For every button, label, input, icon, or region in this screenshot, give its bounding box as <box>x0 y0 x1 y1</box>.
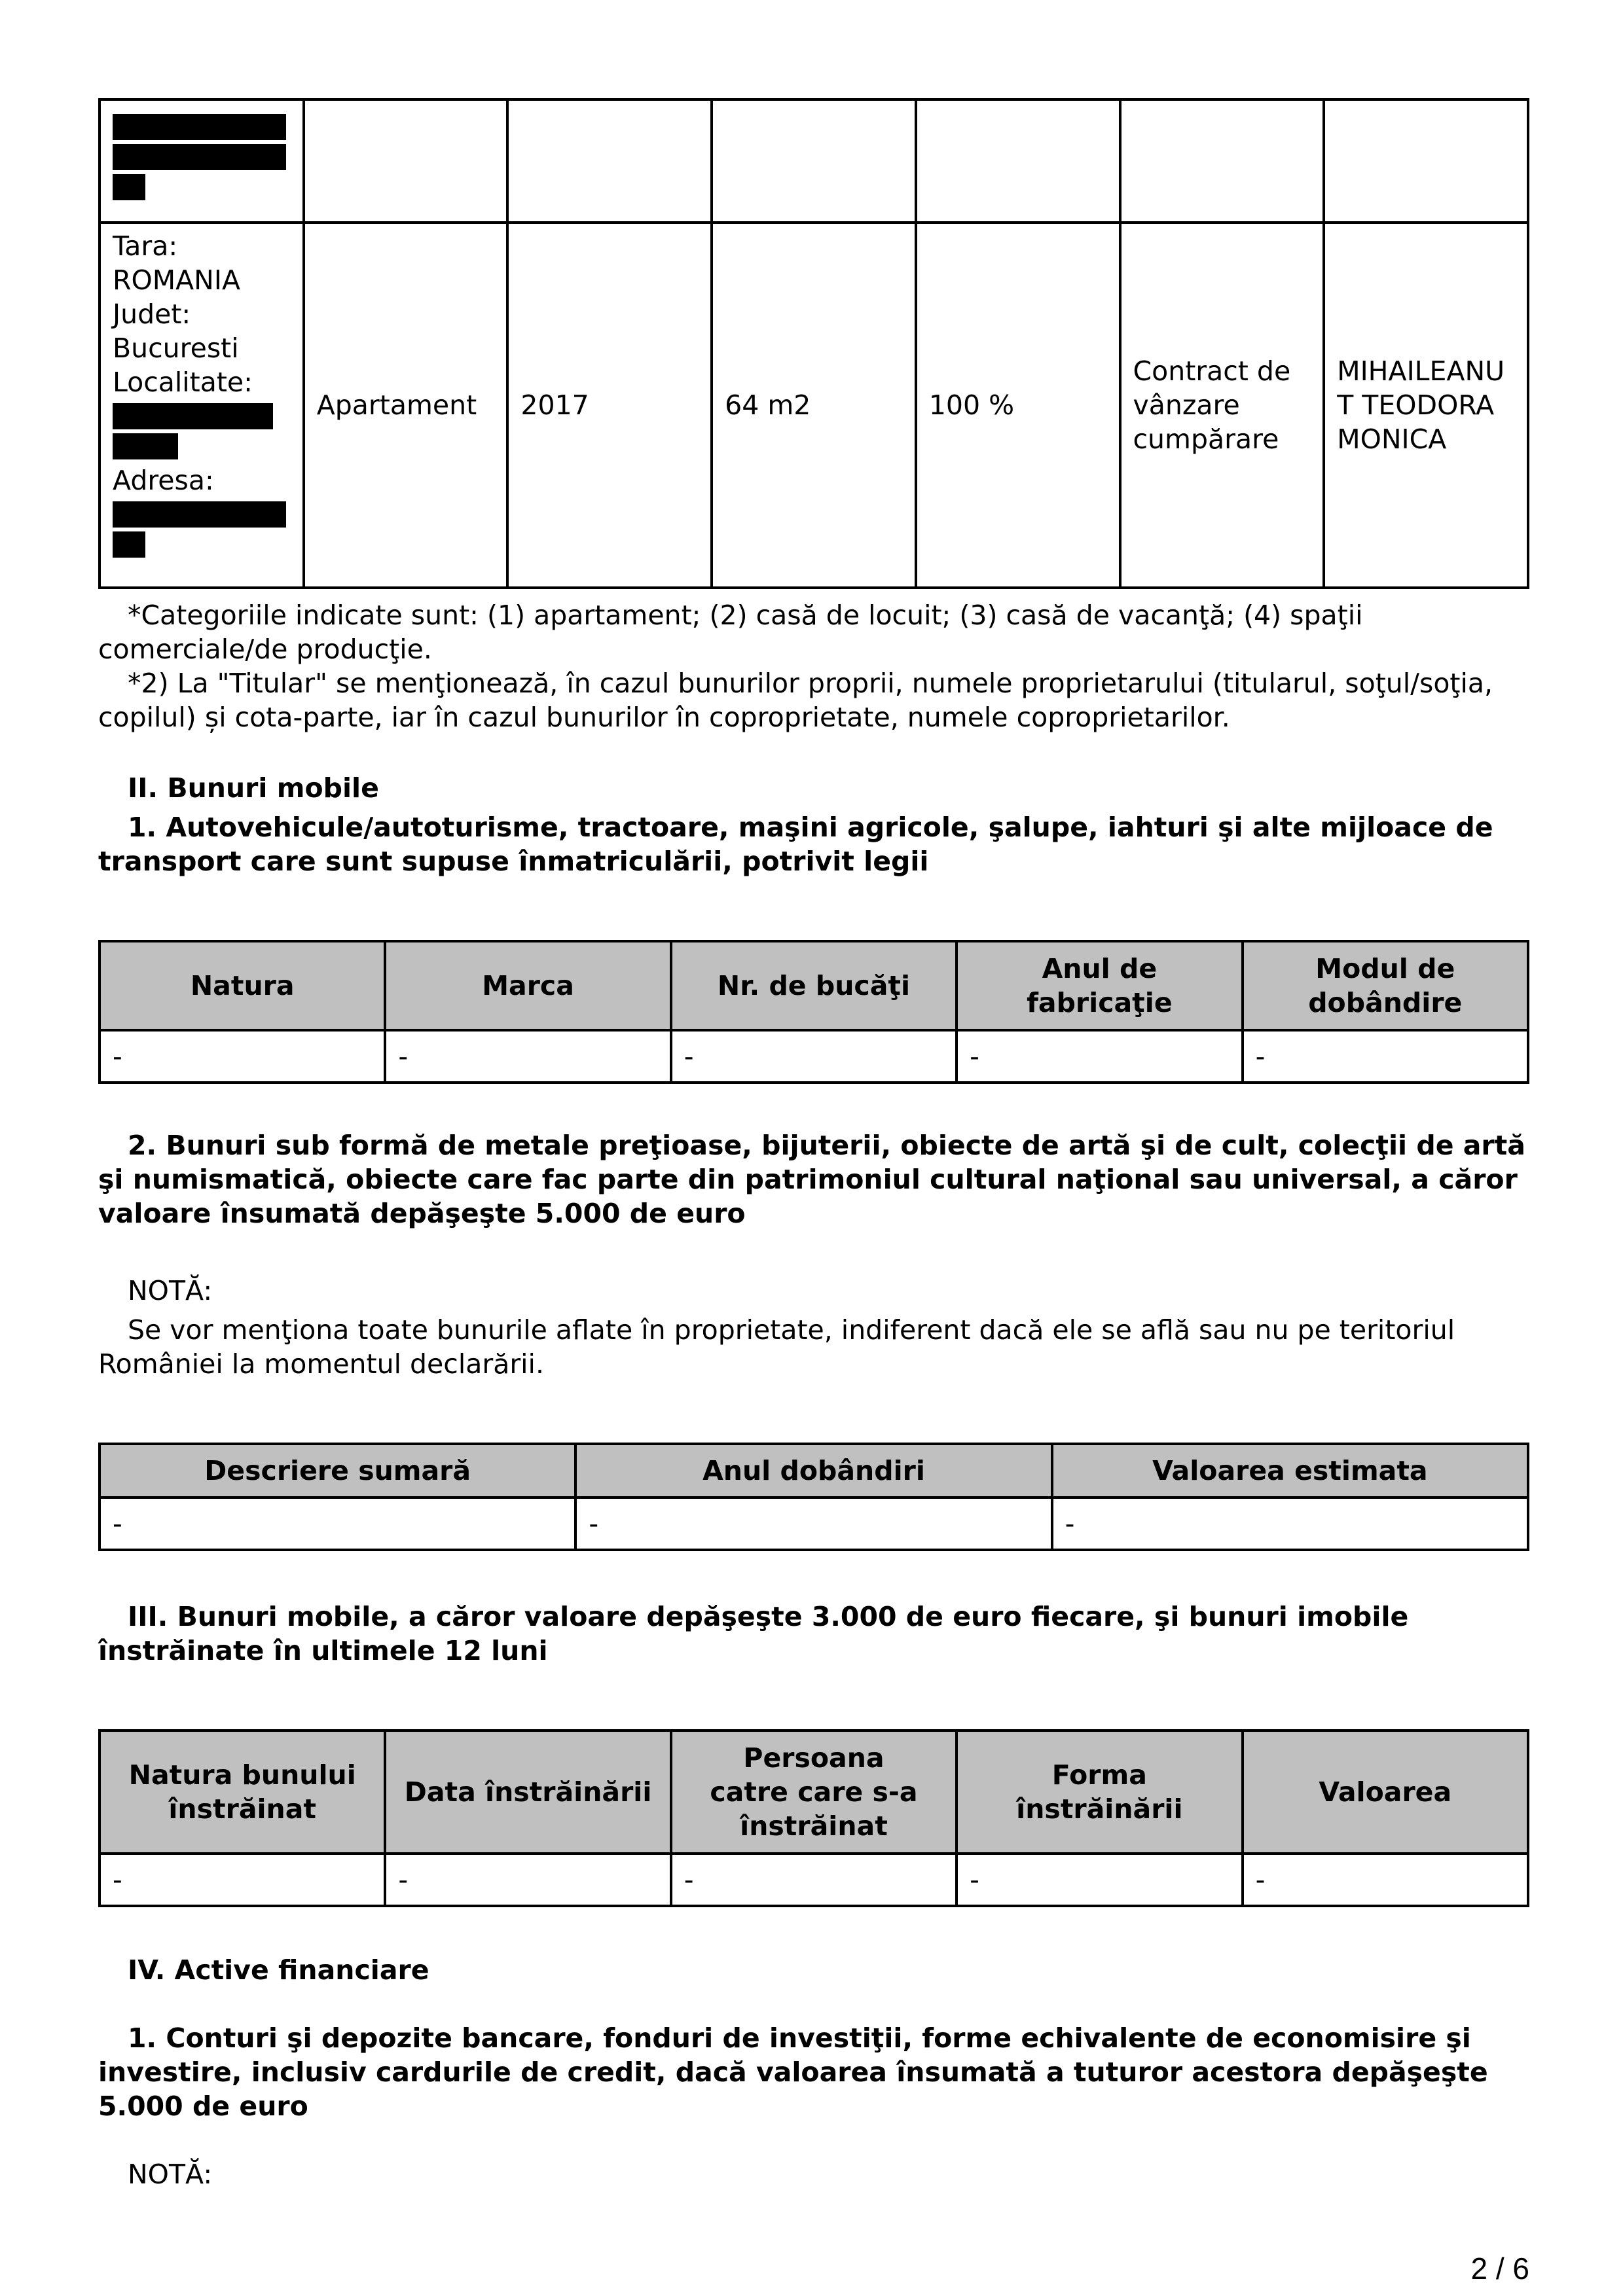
table-header-row <box>100 1731 1528 1854</box>
note-titular: *2) La "Titular" se menţionează, în cazul bunurilor proprii, numele proprietarului (titularul, soţul/soţia, copilul) și cota-parte, iar în cazul bunurilor în coproprietate, numele coproprietarilor. <box>98 668 1493 733</box>
alienated-table <box>98 1729 1529 1907</box>
redaction-bar <box>113 144 286 170</box>
table-header-row <box>100 941 1528 1030</box>
col-header: Data înstrăinării <box>385 1731 670 1854</box>
table-cell: - <box>671 1854 957 1906</box>
col-header: Natura <box>100 941 385 1030</box>
table-cell: - <box>957 1854 1242 1906</box>
valuables-table <box>98 1443 1529 1551</box>
notes <box>98 598 1529 734</box>
table-cell: - <box>957 1030 1242 1083</box>
table-cell: - <box>1243 1030 1528 1083</box>
adresa-label: Adresa: <box>113 465 214 496</box>
modul-cell: Contract de vânzare cumpărare <box>1120 223 1324 588</box>
nota-label: NOTĂ: <box>128 1275 213 1306</box>
table-cell: - <box>385 1030 670 1083</box>
table-cell: - <box>100 1854 385 1906</box>
suprafata-cell: 64 m2 <box>712 223 916 588</box>
table-row <box>100 1498 1528 1550</box>
col-header: Persoana catre care s-a înstrăinat <box>671 1731 957 1854</box>
section-2-sub1: 1. Autovehicule/autoturisme, tractoare, maşini agricole, şalupe, iahturi şi alte mijloace de transport care sunt supuse înmatriculării, potrivit legii <box>98 812 1493 877</box>
table-cell: - <box>1243 1854 1528 1906</box>
table-row <box>100 1030 1528 1083</box>
location-cell <box>100 223 304 588</box>
table-cell: - <box>100 1030 385 1083</box>
redacted-cell <box>100 99 304 223</box>
table-cell: - <box>1052 1498 1528 1550</box>
col-header: Valoarea <box>1243 1731 1528 1854</box>
location-line: Bucuresti <box>113 332 239 364</box>
section-2-sub2: 2. Bunuri sub formă de metale preţioase, bijuterii, obiecte de artă şi de cult, colecţii de artă şi numismatică, obiecte care fac parte din patrimoniul cultural naţional sau universal, a căror valoare însumată depăşeşte 5.000 de euro <box>98 1130 1525 1229</box>
property-row-redacted <box>100 99 1528 223</box>
col-header: Marca <box>385 941 670 1030</box>
table-row <box>100 1854 1528 1906</box>
redaction-bar <box>113 174 145 200</box>
vehicles-table <box>98 940 1529 1084</box>
table-cell: - <box>385 1854 670 1906</box>
titular-cell: MIHAILEANU T TEODORA MONICA <box>1324 223 1528 588</box>
table-cell: - <box>575 1498 1051 1550</box>
col-header: Descriere sumară <box>100 1444 575 1498</box>
col-header: Anul dobândiri <box>575 1444 1051 1498</box>
redaction-bar <box>113 403 273 429</box>
nota-label: NOTĂ: <box>128 2159 213 2190</box>
categoria-cell: Apartament <box>304 223 508 588</box>
cota-cell: 100 % <box>916 223 1120 588</box>
property-table <box>98 98 1529 589</box>
col-header: Forma înstrăinării <box>957 1731 1242 1854</box>
redaction-bar <box>113 531 145 558</box>
location-line: Judet: <box>113 298 191 330</box>
table-cell: - <box>100 1498 575 1550</box>
nota-text: Se vor menţiona toate bunurile aflate în proprietate, indiferent dacă ele se află sau nu pe teritoriul României la momentul declarării. <box>98 1314 1455 1380</box>
col-header: Modul de dobândire <box>1243 941 1528 1030</box>
col-header: Nr. de bucăţi <box>671 941 957 1030</box>
location-line: Tara: <box>113 230 178 262</box>
redaction-bar <box>113 114 286 140</box>
location-line: ROMANIA <box>113 264 240 296</box>
property-row <box>100 223 1528 588</box>
redaction-bar <box>113 501 286 528</box>
anul-cell: 2017 <box>507 223 712 588</box>
table-cell: - <box>671 1030 957 1083</box>
location-line: Localitate: <box>113 367 253 398</box>
section-2-title: II. Bunuri mobile <box>128 772 379 804</box>
col-header: Anul de fabricaţie <box>957 941 1242 1030</box>
document-page <box>98 98 1529 2191</box>
col-header: Valoarea estimata <box>1052 1444 1528 1498</box>
redaction-bar <box>113 433 178 459</box>
section-3-title: III. Bunuri mobile, a căror valoare depăşeşte 3.000 de euro fiecare, şi bunuri imobile înstrăinate în ultimele 12 luni <box>98 1601 1409 1666</box>
section-4-title: IV. Active financiare <box>128 1954 429 1986</box>
note-categories: *Categoriile indicate sunt: (1) apartament; (2) casă de locuit; (3) casă de vacanţă; (4) spaţii comerciale/de producţie. <box>98 600 1363 665</box>
table-header-row <box>100 1444 1528 1498</box>
page-number: 2 / 6 <box>1470 2251 1529 2286</box>
col-header: Natura bunului înstrăinat <box>100 1731 385 1854</box>
section-4-sub1: 1. Conturi şi depozite bancare, fonduri de investiţii, forme echivalente de economisire şi investire, inclusiv cardurile de credit, dacă valoarea însumată a tuturor acestora depăşeşte 5.000 de euro <box>98 2022 1488 2122</box>
